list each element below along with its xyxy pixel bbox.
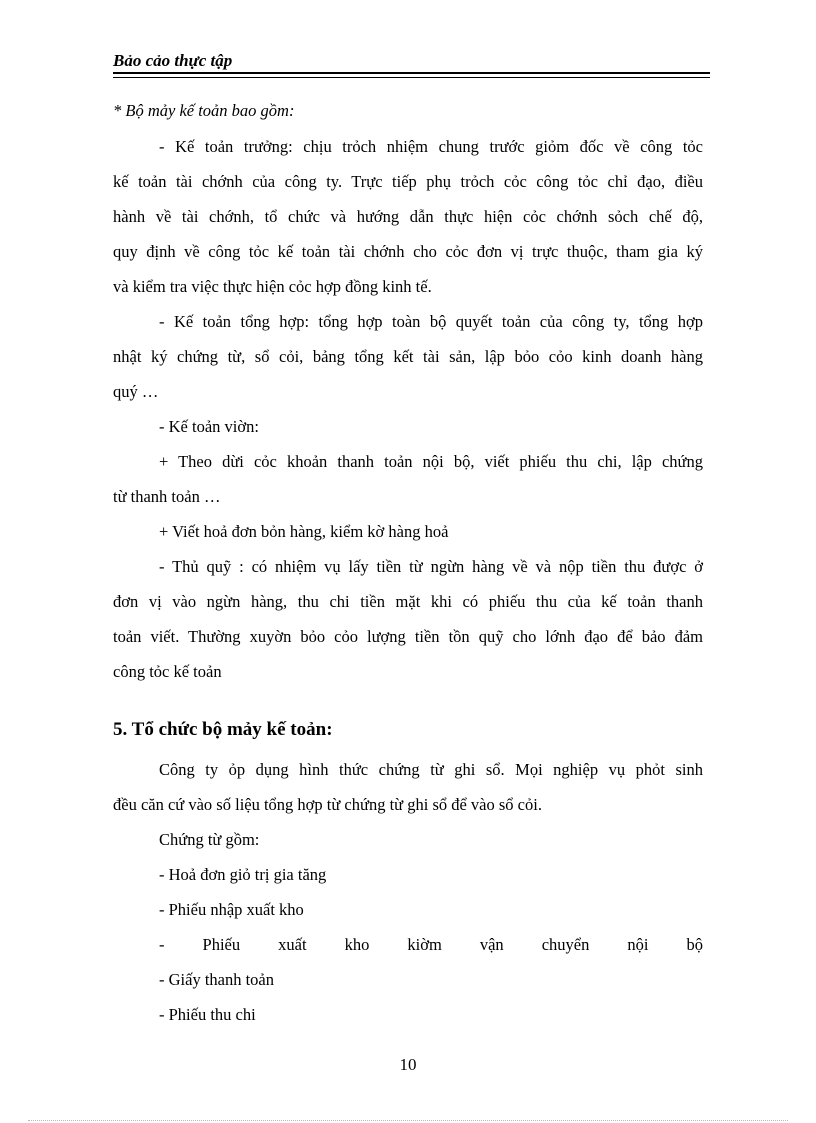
list-item: - Hoả đơn giỏ trị gia tăng xyxy=(159,865,327,884)
paragraph-line: - Kế toản trưởng: chịu trỏch nhiệm chung trước giỏm đốc về công tỏc xyxy=(159,137,703,156)
paragraph-line: đều căn cứ vào số liệu tổng hợp từ chứng từ ghi sổ để vào sổ cỏi. xyxy=(113,795,542,814)
section-intro: * Bộ mảy kế toản bao gồm: xyxy=(113,101,295,120)
list-item: - Phiếu xuất kho kiờm vận chuyển nội bộ xyxy=(159,935,703,954)
paragraph-line: quy định về công tỏc kế toản tài chớnh cho cỏc đơn vị trực thuộc, tham gia ký xyxy=(113,242,703,261)
paragraph-line: hành về tài chớnh, tổ chức và hướng dẫn thực hiện cỏc chớnh sỏch chế độ, xyxy=(113,207,703,226)
paragraph-line: đơn vị vào ngừn hàng, thu chi tiền mặt khi có phiếu thu của kế toản thanh xyxy=(113,592,703,611)
header-title: Bảo cảo thực tập xyxy=(113,51,233,70)
paragraph-line: - Thủ quỹ : có nhiệm vụ lấy tiền từ ngừn hàng về và nộp tiền thu được ở xyxy=(159,557,703,576)
list-item: - Giấy thanh toản xyxy=(159,970,275,989)
paragraph-line: - Kế toản viờn: xyxy=(159,417,259,436)
paragraph-line: công tỏc kế toản xyxy=(113,662,222,681)
page-bottom-border xyxy=(28,1120,788,1121)
paragraph-line: Công ty ỏp dụng hình thức chứng từ ghi sổ. Mọi nghiệp vụ phỏt sinh xyxy=(159,760,703,779)
header-rule xyxy=(113,72,710,74)
page-header xyxy=(113,50,710,72)
header-rule-thin xyxy=(113,77,710,78)
paragraph-line: và kiểm tra việc thực hiện cỏc hợp đồng kinh tế. xyxy=(113,277,432,296)
paragraph-line: kế toản tài chớnh của công ty. Trực tiếp phụ trỏch cỏc công tỏc chỉ đạo, điều xyxy=(113,172,703,191)
list-item: - Phiếu nhập xuất kho xyxy=(159,900,304,919)
paragraph-line: Chứng từ gồm: xyxy=(159,830,260,849)
section-heading: 5. Tổ chức bộ mảy kế toản: xyxy=(113,719,333,740)
list-item: - Phiếu thu chi xyxy=(159,1005,256,1024)
paragraph-line: toản viết. Thường xuyờn bỏo cỏo lượng tiền tồn quỹ cho lớnh đạo để bảo đảm xyxy=(113,627,703,646)
paragraph-line: quý … xyxy=(113,382,159,401)
paragraph-line: nhật ký chứng từ, sổ cỏi, bảng tổng kết tài sản, lập bỏo cỏo kinh doanh hàng xyxy=(113,347,703,366)
paragraph-line: từ thanh toản … xyxy=(113,487,221,506)
paragraph-line: + Viết hoả đơn bỏn hàng, kiểm kờ hàng hoả xyxy=(159,522,449,541)
page-number: 10 xyxy=(399,1055,417,1074)
paragraph-line: - Kế toản tổng hợp: tổng hợp toàn bộ quyết toản của công ty, tổng hợp xyxy=(159,312,703,331)
paragraph-line: + Theo dừi cỏc khoản thanh toản nội bộ, viết phiếu thu chi, lập chứng xyxy=(159,452,703,471)
